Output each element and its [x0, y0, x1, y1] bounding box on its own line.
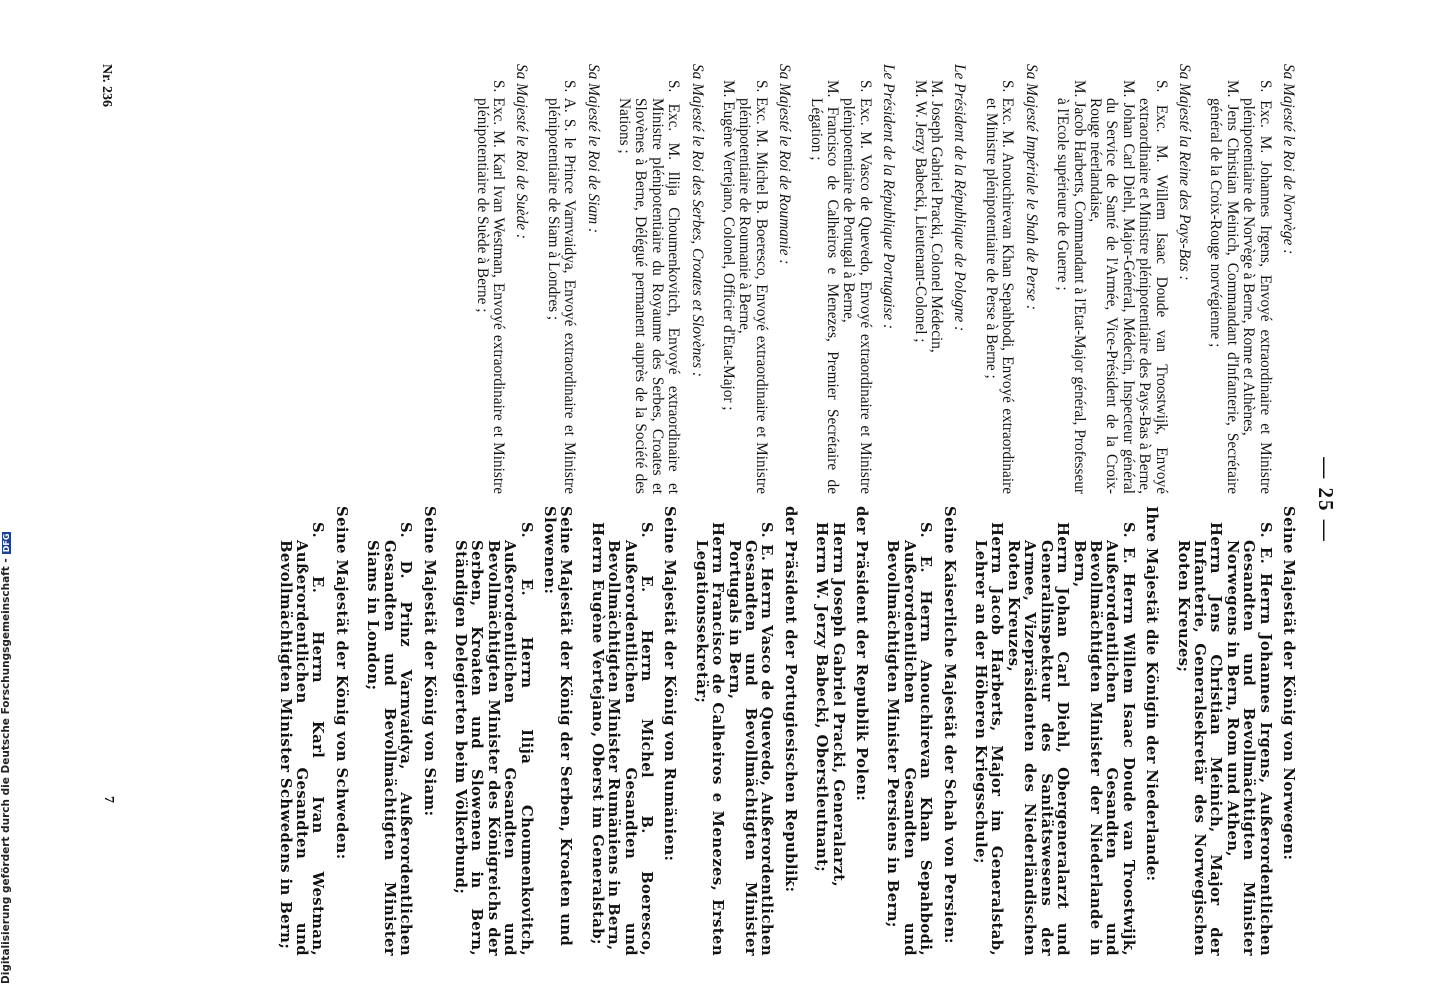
french-section-heading: Sa Majesté le Roi de Suède :: [513, 64, 531, 240]
french-plenipotentiary-entry: M. Eugène Vertejano, Colonel, Officier d'Etat-Major ;: [720, 80, 738, 411]
german-section-heading: Seine Majestät der König von Rumänien:: [661, 506, 679, 862]
french-section-heading: Le Président de la République de Pologne :: [951, 64, 969, 332]
french-section-heading: Sa Majesté le Roi de Norvège :: [1280, 64, 1297, 255]
german-plenipotentiary-entry: Herrn Jacob Harberts, Major im Generalstab, Lehrer an der Höheren Kriegsschule;: [972, 522, 1006, 956]
french-column: [473, 64, 1296, 494]
credit-text: Digitalisierung gefördert durch die Deutsche Forschungsgemeinschaft -: [0, 558, 12, 984]
german-plenipotentiary-entry: S. E. Herrn Ilija Choumenkovitch, Außerordentlichen Gesandten und Bevollmächtigten Minister des Königreichs der Serben, Kroaten und Slowenen in Bern, Ständigen Delegierten beim Völkerbund;: [451, 522, 535, 956]
german-section-heading: Seine Majestät der König der Serben, Kroaten und Slowenen:: [540, 506, 575, 947]
french-plenipotentiary-entry: S. Exc. M. Ilija Choumenkovitch, Envoyé extraordinaire et Ministre plénipotentiaire du Royaume des Serbes, Croates et Slovènes à Berne, Délégué permanent auprès de la Société des Nations ;: [616, 80, 683, 494]
french-plenipotentiary-entry: M. W. Jerzy Babecki, Lieutenant-Colonel ;: [911, 80, 929, 343]
german-section-heading: Seine Majestät der König von Siam:: [420, 506, 438, 817]
german-section-heading: der Präsident der Republik Polen:: [853, 506, 871, 802]
german-plenipotentiary-entry: S. E. Herrn Vasco de Quevedo, Außerordentlichen Gesandten und Bevollmächtigten Minister Portugals in Bern,: [725, 522, 776, 956]
french-plenipotentiary-entry: M. Jens Christian Meinich, Commandant d'Infanterie, Secrétaire général de la Croix-Rouge norvégienne ;: [1207, 80, 1241, 494]
document-number: Nr. 236: [99, 64, 114, 108]
german-plenipotentiary-entry: S. E. Herrn Johannes Irgens, Außerordentlichen Gesandten und Bevollmächtigten Minister Norwegens in Bern, Rom und Athen,: [1223, 522, 1274, 956]
german-section-heading: Seine Kaiserliche Majestät der Schah von Persien:: [940, 506, 958, 944]
german-section-heading: Seine Majestät der König von Norwegen:: [1280, 506, 1297, 861]
french-plenipotentiary-entry: S. Exc. M. Johannes Irgens, Envoyé extraordinaire et Ministre plénipotentiaire de Norvège à Berne, Rome et Athènes,: [1240, 80, 1274, 494]
german-plenipotentiary-entry: Herrn W. Jerzy Babecki, Oberstleutnant;: [813, 522, 831, 873]
french-section-heading: Le Président de la République Portugaise :: [880, 64, 898, 330]
french-plenipotentiary-entry: S. Exc. M. Anouchirevan Khan Sepahbodi, Envoyé extraordinaire et Ministre plénipotentiaire de Perse à Berne ;: [982, 80, 1017, 494]
french-plenipotentiary-entry: M. Joseph Gabriel Pracki, Colonel Médecin,: [928, 80, 946, 353]
german-plenipotentiary-entry: Herrn Francisco de Calheiros e Menezes, Ersten Legationssekretär;: [692, 522, 727, 956]
german-section-heading: Ihre Majestät die Königin der Niederlande:: [1143, 506, 1161, 882]
german-plenipotentiary-entry: Herrn Joseph Gabriel Pracki, Generalarzt,: [829, 522, 847, 888]
german-plenipotentiary-entry: S. E. Herrn Anouchirevan Khan Sepahbodi, Außerordentlichen Gesandten und Bevollmächtigten Minister Persiens in Bern;: [884, 522, 935, 956]
german-column: [276, 506, 1296, 956]
french-section-heading: Sa Majesté Impériale le Shah de Perse :: [1022, 64, 1040, 310]
german-plenipotentiary-entry: S. E. Herrn Willem Isaac Doude van Troostwijk, Außerordentlichen Gesandten und Bevollmächtigten Minister der Niederlande in Bern,: [1070, 522, 1137, 956]
french-plenipotentiary-entry: M. Johan Carl Diehl, Major-Général, Médecin, Inspecteur général du Service de Santé de l'Armée, Vice-Président de la Croix-Rouge néerlandaise,: [1086, 80, 1137, 494]
digitization-credit: [0, 4, 12, 984]
french-section-heading: Sa Majesté la Reine des Pays-Bas :: [1175, 64, 1193, 281]
french-plenipotentiary-entry: S. Exc. M. Vasco de Quevedo, Envoyé extraordinaire et Ministre plénipotentiaire de Portugal à Berne,: [840, 80, 874, 494]
french-section-heading: Sa Majesté le Roi des Serbes, Croates et Slovènes :: [688, 64, 706, 377]
german-plenipotentiary-entry: Herrn Eugène Vertejano, Oberst im Generalstab;: [588, 522, 606, 945]
dfg-logo-icon: DFG: [2, 533, 11, 553]
german-plenipotentiary-entry: S. D. Prinz Varnvaidya, Außerordentlichen Gesandten und Bevollmächtigten Minister Siams in London;: [364, 522, 415, 956]
french-plenipotentiary-entry: S. Exc. M. Karl Ivan Westman, Envoyé extraordinaire et Ministre plénipotentiaire de Suède à Berne ;: [473, 80, 507, 494]
french-section-heading: Sa Majesté le Roi de Roumanie :: [776, 64, 794, 265]
german-plenipotentiary-entry: Herrn Johan Carl Diehl, Obergeneralarzt und Generalinspekteur des Sanitätswesens der Armee, Vizepräsidenten des Niederländischen Roten Kreuzes,: [1004, 522, 1072, 956]
french-plenipotentiary-entry: S. A. S. le Prince Varnvaidya, Envoyé extraordinaire et Ministre plénipotentiaire de Siam à Londres ;: [544, 80, 579, 494]
german-plenipotentiary-entry: S. E. Herrn Karl Ivan Westman, Außerordentlichen Gesandten und Bevollmächtigten Minister Schwedens in Bern;: [276, 522, 327, 956]
french-plenipotentiary-entry: S. Exc. M. Michel B. Boeresco, Envoyé extraordinaire et Ministre plénipotentiaire de Roumanie à Berne,: [736, 80, 770, 494]
german-plenipotentiary-entry: Herrn Jens Christian Meinich, Major der Infanterie, Generalsekretär des Norwegischen Roten Kreuzes;: [1174, 522, 1225, 956]
german-section-heading: Seine Majestät der König von Schweden:: [332, 506, 350, 860]
french-section-heading: Sa Majesté le Roi de Siam :: [584, 64, 602, 234]
german-section-heading: der Präsident der Portugiesischen Republik:: [781, 506, 799, 893]
page-number: — 25 —: [1314, 457, 1338, 543]
french-plenipotentiary-entry: M. Francisco de Calheiros e Menezes, Premier Secrétaire de Légation ;: [807, 80, 842, 494]
french-plenipotentiary-entry: S. Exc. M. Willem Isaac Doude van Troostwijk, Envoyé extraordinaire et Ministre plénipotentiaire des Pays-Bas à Berne,: [1136, 80, 1170, 494]
signature-mark: 7: [101, 796, 116, 803]
german-plenipotentiary-entry: S. E. Herrn Michel B. Boeresco, Außerordentlichen Gesandten und Bevollmächtigten Minister Rumäniens in Bern,: [605, 522, 655, 956]
french-plenipotentiary-entry: M. Jacob Harberts, Commandant à l'Etat-Major général, Professeur à l'Ecole supérieure de Guerre ;: [1054, 80, 1088, 494]
